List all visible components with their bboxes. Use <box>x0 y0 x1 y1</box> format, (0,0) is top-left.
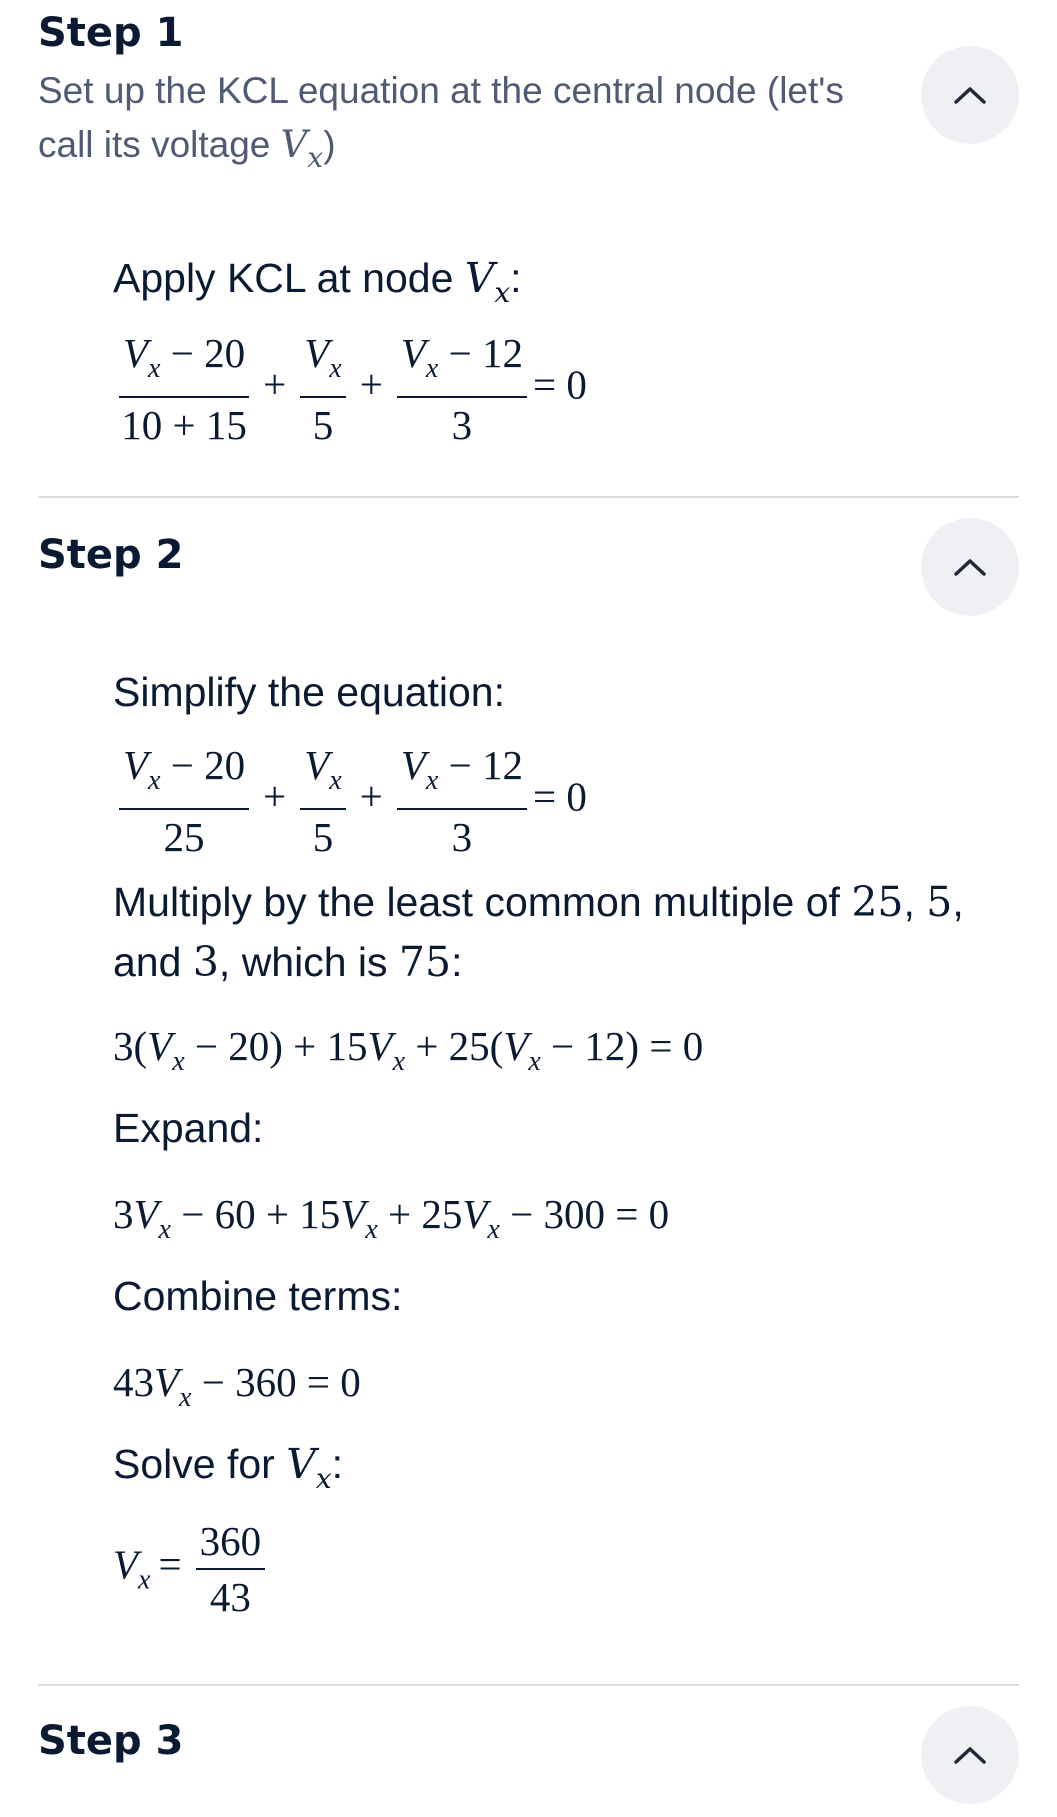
combined-equation: $43V_x - 360 = 0$ <box>113 1359 361 1413</box>
step-1-collapse-button[interactable] <box>921 46 1019 144</box>
chevron-up-icon <box>953 1745 987 1765</box>
step-1-title: Step 1 <box>38 10 184 56</box>
step-1-subtitle: Set up the KCL equation at the central node (let's call its voltage $V_x$) <box>38 70 844 174</box>
step-2-header <box>38 532 1019 578</box>
expanded-equation: $3V_x - 60 + 15V_x + 25V_x - 300 = 0$ <box>113 1191 670 1245</box>
kcl-equation: $\frac{V_x - 20}{10 + 15}$ + $\frac{V_x}{5}$ + $\frac{V_x - 12}{3}$ = 0 <box>113 330 587 448</box>
step-1-intro: Apply KCL at node $V_x$: <box>113 254 522 309</box>
simplify-label: Simplify the equation: <box>113 669 506 715</box>
step-3-collapse-button[interactable] <box>921 1706 1019 1804</box>
solve-label: Solve for $V_x$: <box>113 1440 344 1495</box>
step-1-header <box>38 10 1019 185</box>
expand-label: Expand: <box>113 1105 264 1151</box>
step-2-title: Step 2 <box>38 532 184 578</box>
chevron-up-icon <box>953 557 987 577</box>
chevron-up-icon <box>953 85 987 105</box>
solution-equation: $V_x$ = $\frac{360}{43}$ <box>113 1518 271 1620</box>
step-2-collapse-button[interactable] <box>921 518 1019 616</box>
combine-label: Combine terms: <box>113 1273 403 1319</box>
divider <box>38 496 1019 498</box>
step-3-title: Step 3 <box>38 1718 184 1764</box>
multiply-text: Multiply by the least common multiple of 25, 5, and 3, which is 75: <box>113 878 964 986</box>
divider <box>38 1684 1019 1686</box>
simplified-equation: $\frac{V_x - 20}{25}$ + $\frac{V_x}{5}$ + $\frac{V_x - 12}{3}$ = 0 <box>113 742 587 860</box>
step-3-header <box>38 1718 1019 1764</box>
multiplied-equation: $3(V_x - 20) + 15V_x + 25(V_x - 12) = 0$ <box>113 1023 704 1077</box>
